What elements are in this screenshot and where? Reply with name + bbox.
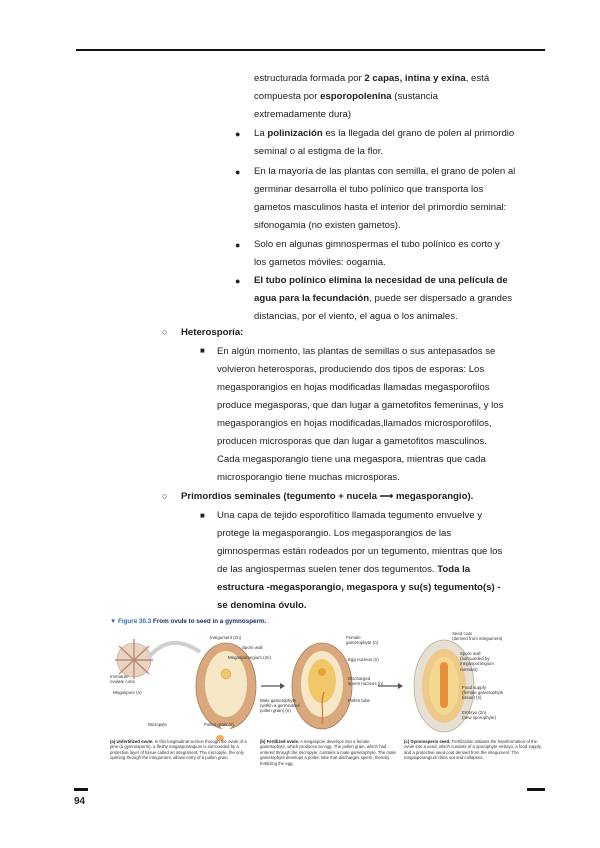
figure-title: ▼ Figure 30.3 From ovule to seed in a gymnosperm.	[110, 618, 267, 625]
text-line: En algún momento, las plantas de semillas o sus antepasados se	[217, 346, 496, 357]
section-heading: Heterosporía:	[181, 327, 244, 338]
figure-ovule-to-seed	[108, 618, 546, 790]
square-bullet-icon: ■	[200, 511, 205, 520]
label-food-supply: Food supply (female gametophyte tissue) (n)	[462, 685, 504, 701]
text-line: produce megasporas, que dan lugar a gametofitos femeninas, y los	[217, 400, 504, 411]
immature-cone-drawing	[115, 639, 200, 679]
text-line: Cada megasporangio tiene una megaspora, mientras que cada	[217, 454, 486, 465]
text-line: agua para la fecundación, puede ser dispersado a grandes	[254, 293, 513, 304]
text-line: protege la megasporangio. Los megasporangios de las	[217, 528, 452, 539]
text-line: estructura -megasporangio, megaspora y su(s) tegumento(s) -	[217, 582, 501, 593]
text-line: megasporangios en hojas modificadas,llamados microsporofilos,	[217, 418, 492, 429]
text-line: se denomina óvulo.	[217, 600, 307, 611]
round-bullet-icon: ●	[235, 129, 241, 139]
text-line: megasporangios en hojas modificadas llamadas megasporofilos	[217, 382, 490, 393]
label-spore-wall: Spore wall	[242, 645, 263, 650]
text-line: germinar desarrolla el tubo polínico que transporta los	[254, 184, 484, 195]
label-megaspore: Megaspore (n)	[113, 690, 142, 695]
label-immature-cone: Immature ovulate cone	[110, 674, 135, 685]
label-male-gametophyte: Male gametophyte (within a germinated pollen grain) (n)	[260, 698, 300, 714]
label-megasporangium: Megasporangium (2n)	[228, 655, 271, 660]
section-heading: Primordios seminales (tegumento + nucela ⟶ megasporangio).	[181, 491, 474, 502]
round-bullet-icon: ●	[235, 276, 241, 286]
text-line: distancias, por el viento, el agua o los animales.	[254, 311, 458, 322]
text-line: gametos masculinos hasta el interior del primordio seminal:	[254, 202, 507, 213]
square-bullet-icon: ■	[200, 346, 205, 355]
fertilized-ovule-drawing	[292, 643, 352, 729]
round-bullet-icon: ●	[235, 240, 241, 250]
label-embryo: Embryo (2n) (new sporophyte)	[462, 710, 496, 721]
label-spore-wall-remnant: Spore wall (surrounded by megasporangium remnant)	[460, 651, 494, 672]
hollow-bullet-icon: ○	[162, 491, 168, 501]
text-line: En la mayoría de las plantas con semilla, el grano de polen al	[254, 166, 516, 177]
label-seed-coat: Seed coat (derived from integument)	[452, 631, 503, 642]
text-line: El tubo polínico elimina la necesidad de una película de	[254, 275, 508, 286]
label-female-gametophyte: Female gametophyte (n)	[346, 635, 378, 646]
text-line: seminal o al estigma de la flor.	[254, 146, 384, 157]
label-integument: Integument (2n)	[210, 635, 241, 640]
text-line: compuesta por esporopolenina (sustancia	[254, 91, 438, 102]
caption-c: (c) Gymnosperm seed. Fertilization initiates the transformation of the ovule into a seed, which consists of a sporophyte embryo, a food supply, and a protective seed coat derived from the integument. The megasporangium dries out and collapses.	[404, 739, 542, 761]
page-number: 94	[74, 796, 86, 807]
label-micropyle: Micropyle	[148, 722, 167, 727]
footer-bar-right	[527, 788, 545, 791]
text-line: sifonogamia (no existen gametos).	[254, 220, 401, 231]
hollow-bullet-icon: ○	[162, 327, 168, 337]
label-pollen-grain: Pollen grain (n)	[204, 722, 234, 727]
text-line: de las angiospermas suelen tener dos tegumentos. Toda la	[217, 564, 471, 575]
text-line: extremadamente dura)	[254, 109, 352, 120]
text-line: gimnospermas están rodeados por un tegumento, mientras que los	[217, 546, 503, 557]
text-line: estructurada formada por 2 capas, intina y exina, está	[254, 73, 490, 84]
round-bullet-icon: ●	[235, 167, 241, 177]
text-line: volvieron heterosporas, produciendo dos tipos de esporas: Los	[217, 364, 485, 375]
label-pollen-tube: Pollen tube	[348, 698, 370, 703]
footer-bar-left	[74, 788, 88, 791]
caption-a: (a) Unfertilized ovule. In this longitudinal section through the ovule of a pine (a gymnosperm), a fleshy megasporangium is surrounded by a protective layer of tissue called an integument. The micropyle, the only opening through the integument, allows entry of a pollen grain.	[110, 739, 247, 761]
text-line: Solo en algunas gimnospermas el tubo polínico es corto y	[254, 239, 500, 250]
text-line: los gametos móviles: oogamia.	[254, 257, 386, 268]
text-line: La polinización es la llegada del grano de polen al primordio	[254, 128, 515, 139]
text-line: microsporangio tiene muchas microsporas.	[217, 472, 400, 483]
top-rule	[76, 49, 545, 51]
label-egg-nucleus: Egg nucleus (n)	[348, 657, 379, 662]
caption-b: (b) Fertilized ovule. A megaspore develops into a female gametophyte, which produces an egg. The pollen grain, which had entered through the micropyle, contains a male gametophyte. The male gametophyte develops a pollen tube that discharges sperm, thereby fertilizing the egg.	[260, 739, 396, 766]
text-line: Una capa de tejido esporofítico llamada tegumento envuelve y	[217, 510, 483, 521]
label-discharged-sperm: Discharged sperm nucleus (n)	[348, 676, 384, 687]
text-line: producen microsporas que dan lugar a gametofitos masculinos.	[217, 436, 487, 447]
